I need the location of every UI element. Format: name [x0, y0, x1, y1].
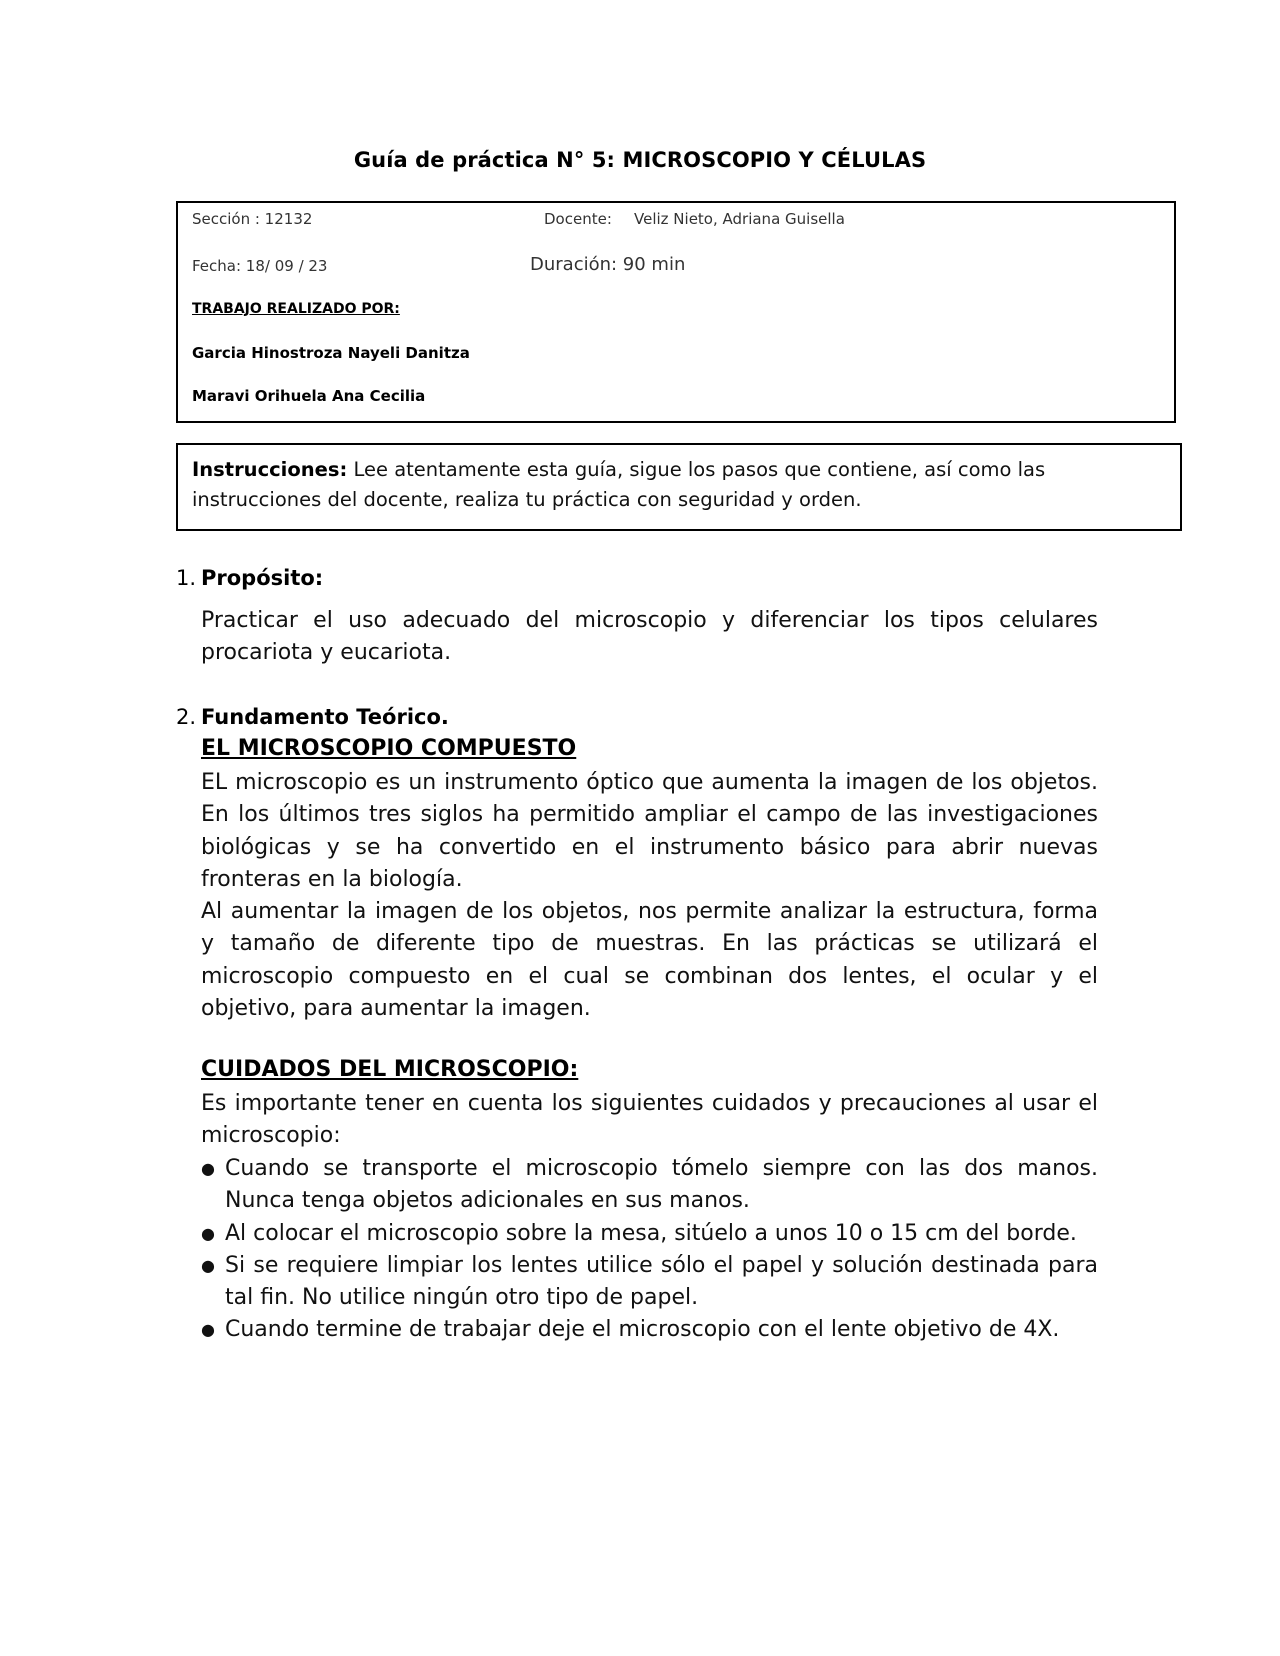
info-box: [176, 201, 1176, 423]
section-code: Sección : 12132: [192, 210, 313, 228]
theory-paragraph-1: EL microscopio es un instrumento óptico que aumenta la imagen de los objetos. En los últimos tres siglos ha permitido ampliar el campo de las investigaciones biológicas y se ha convertido en el instrumento básico para abrir nuevas fronteras en la biología.: [201, 770, 1098, 892]
author-2: Maravi Orihuela Ana Cecilia: [192, 387, 426, 405]
docente-name: Veliz Nieto, Adriana Guisella: [634, 210, 845, 228]
section-2-heading: [176, 705, 449, 729]
care-list: [201, 1153, 1098, 1347]
bullet-dot: ●: [201, 1320, 215, 1340]
section-1-number: 1.: [176, 566, 197, 590]
care-subheading: CUIDADOS DEL MICROSCOPIO:: [201, 1057, 579, 1082]
fecha: Fecha: 18/ 09 / 23: [192, 257, 328, 275]
list-item: ● Al colocar el microscopio sobre la mesa, sitúelo a unos 10 o 15 cm del borde.: [201, 1218, 1098, 1250]
section-2-title: Fundamento Teórico.: [201, 705, 449, 729]
purpose-text: Practicar el uso adecuado del microscopio y diferenciar los tipos celulares procariota y eucariota.: [201, 608, 1098, 666]
section-1-heading: [176, 566, 323, 590]
bullet-dot: ●: [201, 1223, 215, 1243]
duracion: Duración: 90 min: [530, 254, 686, 275]
section-1-title: Propósito:: [201, 566, 324, 590]
page-title: Guía de práctica N° 5: MICROSCOPIO Y CÉLULAS: [353, 148, 927, 172]
list-item: ● Si se requiere limpiar los lentes utilice sólo el papel y solución destinada para tal fin. No utilice ningún otro tipo de papel.: [201, 1250, 1098, 1315]
trabajo-label: TRABAJO REALIZADO POR:: [192, 301, 400, 317]
bullet-dot: ●: [201, 1255, 215, 1275]
care-intro: Es importante tener en cuenta los siguientes cuidados y precauciones al usar el microscopio:: [201, 1091, 1098, 1149]
section-2-number: 2.: [176, 705, 197, 729]
bullet-dot: ●: [201, 1159, 215, 1178]
instructions-text: Lee atentamente esta guía, sigue los pasos que contiene, así como las instrucciones del docente, realiza tu práctica con seguridad y orden.: [192, 458, 1046, 511]
instructions-box: [176, 443, 1182, 531]
theory-paragraph-2: Al aumentar la imagen de los objetos, nos permite analizar la estructura, forma y tamaño de diferente tipo de muestras. En las prácticas se utilizará el microscopio compuesto en el cual se combinan dos lentes, el ocular y el objetivo, para aumentar la imagen.: [201, 899, 1098, 1021]
list-item: ● Cuando se transporte el microscopio tómelo siempre con las dos manos. Nunca tenga objetos adicionales en sus manos.: [201, 1153, 1098, 1218]
author-1: Garcia Hinostroza Nayeli Danitza: [192, 344, 470, 362]
microscope-subheading: EL MICROSCOPIO COMPUESTO: [201, 736, 577, 761]
instructions-label: Instrucciones:: [192, 458, 348, 481]
docente-label: Docente:: [544, 210, 612, 228]
list-item: ● Cuando termine de trabajar deje el microscopio con el lente objetivo de 4X.: [201, 1314, 1098, 1346]
